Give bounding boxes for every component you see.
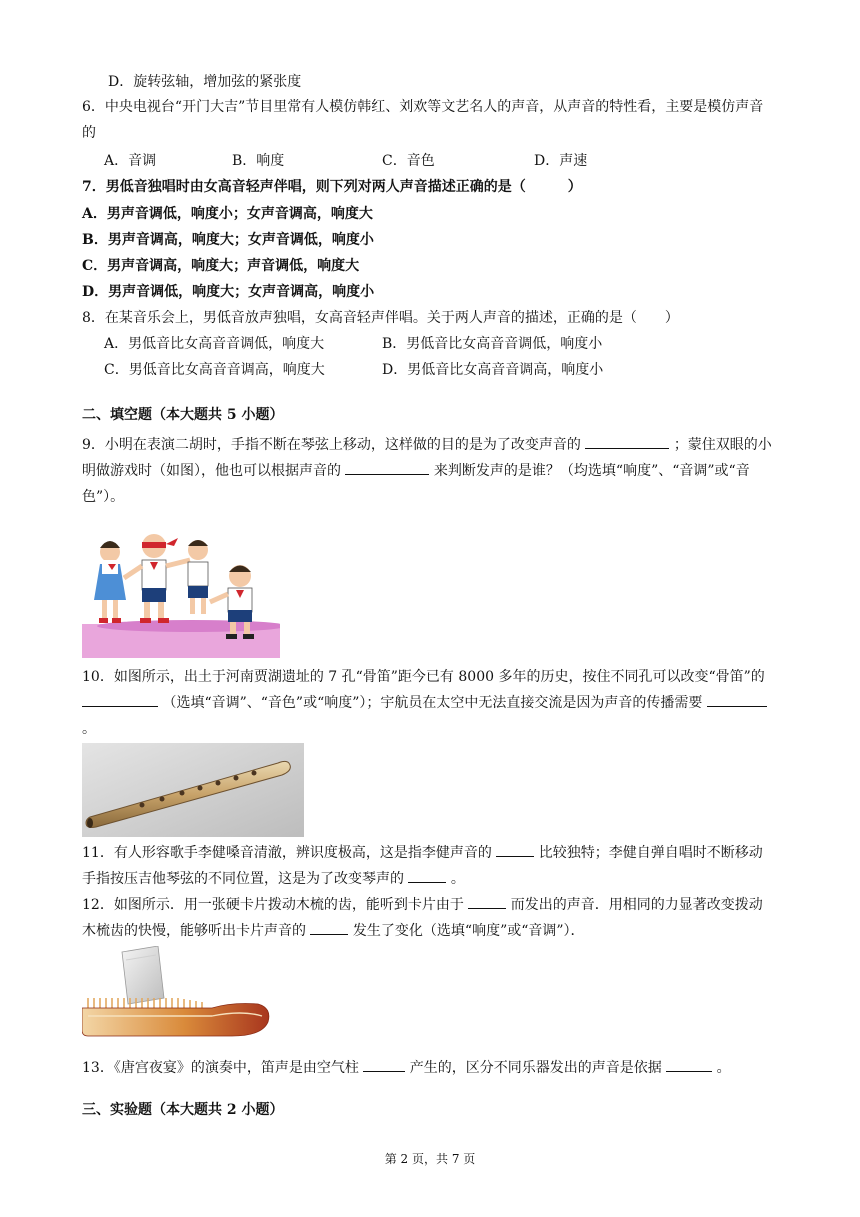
q8-stem: 8．在某音乐会上，男低音放声独唱，女高音轻声伴唱。关于两人声音的描述，正确的是（ ） (82, 310, 679, 326)
page-number-footer: 第 2 页，共 7 页 (384, 1152, 476, 1166)
q11-blank-1[interactable] (496, 842, 534, 857)
q13-blank-1[interactable] (363, 1057, 405, 1072)
q12-part-1: 12．如图所示．用一张硬卡片拨动木梳的齿，能听到卡片由于 (82, 897, 464, 913)
q11-part-2: 比较独特；李健自弹自唱时不断移动手指按压吉他琴弦的不同位置，这是为了改变琴声的 (82, 845, 763, 887)
q9-text (82, 432, 774, 510)
q13-text (82, 1057, 731, 1077)
q10-part-2: （选填“音调”、“音色”或“响度”）；宇航员在太空中无法直接交流是因为声音的传播需要 (162, 695, 703, 711)
q6-stem: 6．中央电视台“开门大吉”节目里常有人模仿韩红、刘欢等文艺名人的声音，从声音的特性看，主要是模仿声音的 (82, 99, 764, 141)
q9-part-3: 来判断发声的是谁？（均选填“响度”、“音调”或“音色”）。 (82, 463, 750, 505)
q6-option-d: D．声速 (534, 153, 588, 169)
q7-option-c: C．男声音调高，响度大；声音调低，响度大 (82, 258, 360, 274)
q10-blank-2[interactable] (707, 692, 767, 707)
q6-option-b: B．响度 (232, 153, 285, 169)
q11-part-3: 。 (450, 871, 465, 887)
q11-blank-2[interactable] (408, 868, 446, 883)
q8-option-a: A．男低音比女高音音调低，响度大 (104, 336, 325, 352)
q13-part-3: 。 (716, 1060, 731, 1076)
q9-part-2: ；蒙住双眼的小明做游戏时（如图），他也可以根据声音的 (82, 437, 772, 479)
q7-stem: 7．男低音独唱时由女高音轻声伴唱，则下列对两人声音描述正确的是（ ） (82, 179, 582, 195)
q12-part-2: 而发出的声音．用相同的力显著改变拨动木梳齿的快慢，能够听出卡片声音的 (82, 897, 763, 939)
section-experiment-title: 三、实验题（本大题共 2 小题） (82, 1102, 284, 1118)
comb-and-card-illustration (82, 946, 272, 1044)
q12-text (82, 892, 774, 944)
section-fill-in-blank-title: 二、填空题（本大题共 5 小题） (82, 407, 284, 423)
q7-option-b: B．男声音调高，响度大；女声音调低，响度小 (82, 232, 374, 248)
q8-option-b: B．男低音比女高音音调低，响度小 (382, 336, 603, 352)
q8-option-d: D．男低音比女高音音调高，响度小 (382, 362, 604, 378)
q11-text (82, 840, 774, 892)
q13-blank-2[interactable] (666, 1057, 712, 1072)
q9-part-1: 9．小明在表演二胡时，手指不断在琴弦上移动，这样做的目的是为了改变声音的 (82, 437, 581, 453)
q13-part-2: 产生的，区分不同乐器发出的声音是依据 (409, 1060, 662, 1076)
q12-blank-2[interactable] (310, 920, 348, 935)
q5-option-d: D．旋转弦轴，增加弦的紧张度 (108, 74, 302, 90)
q12-part-3: 发生了变化（选填“响度”或“音调”）． (352, 923, 585, 939)
q8-option-c: C．男低音比女高音音调高，响度大 (104, 362, 325, 378)
q10-blank-1[interactable] (82, 692, 158, 707)
q13-part-1: 13．《唐宫夜宴》的演奏中，笛声是由空气柱 (82, 1060, 359, 1076)
q12-blank-1[interactable] (468, 894, 506, 909)
q6-option-c: C．音色 (382, 153, 435, 169)
q7-option-a: A．男声音调低，响度小；女声音调高，响度大 (82, 206, 373, 222)
blindfold-game-illustration (82, 516, 280, 658)
q7-option-d: D．男声音调低，响度大；女声音调高，响度小 (82, 284, 375, 300)
bone-flute-photo (82, 743, 304, 837)
q9-blank-2[interactable] (345, 460, 429, 475)
q6-option-a: A．音调 (104, 153, 157, 169)
q9-blank-1[interactable] (585, 434, 669, 449)
q11-part-1: 11．有人形容歌手李健嗓音清澈，辨识度极高，这是指李健声音的 (82, 845, 492, 861)
q10-part-3: 。 (82, 721, 96, 737)
q10-text (82, 664, 774, 742)
q10-part-1: 10．如图所示，出土于河南贾湖遗址的 7 孔“骨笛”距今已有 8000 多年的历史，按住不同孔可以改变“骨笛”的 (82, 669, 765, 685)
